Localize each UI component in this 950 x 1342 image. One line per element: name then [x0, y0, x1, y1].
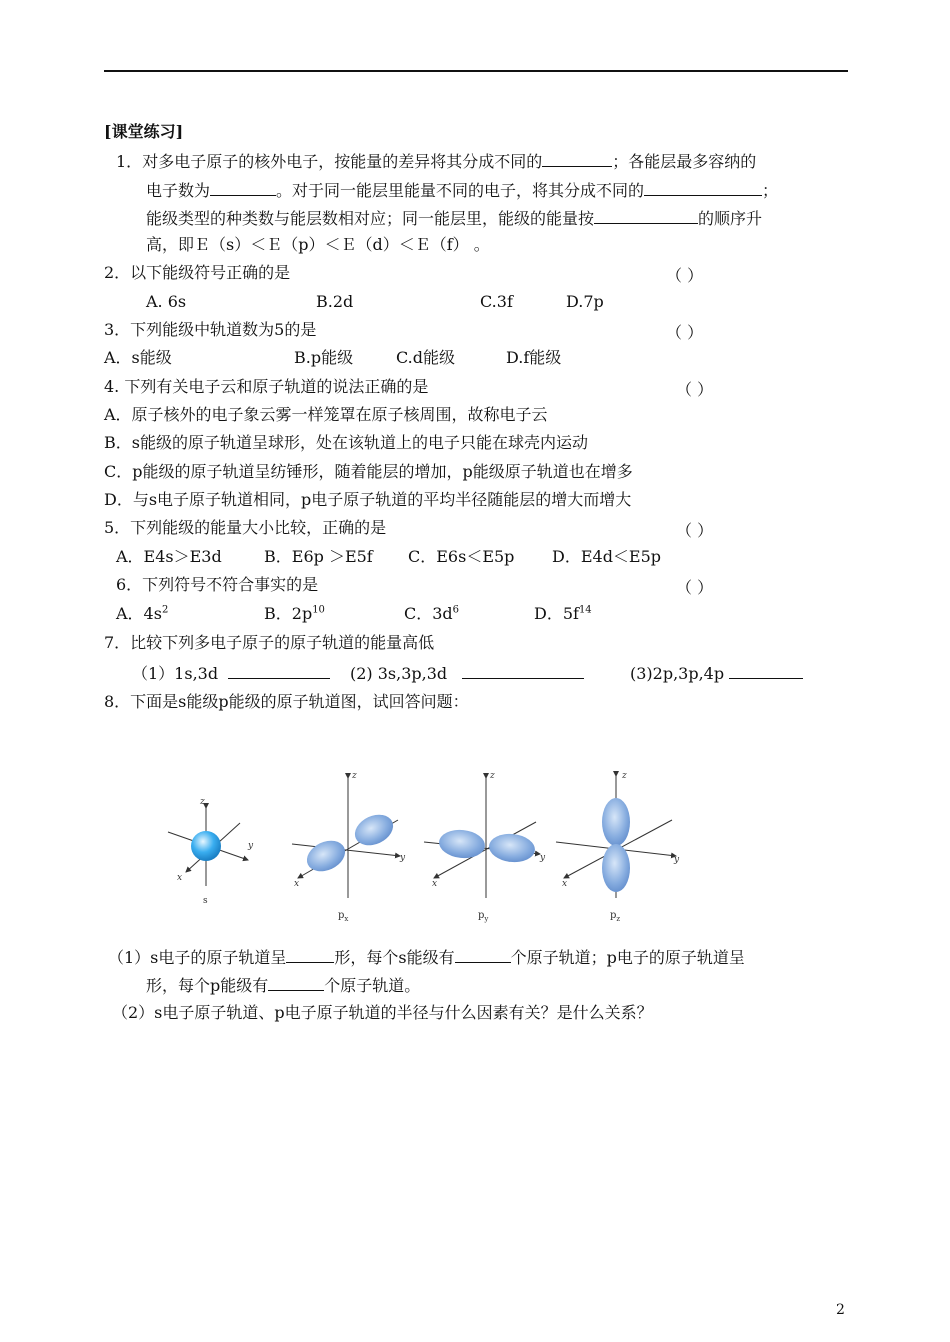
q2-option-d: D.7p	[566, 292, 604, 311]
q6-paren[interactable]: （ ）	[676, 578, 714, 597]
q3-option-b: B.p能级	[294, 348, 354, 367]
q3-option-d: D.f能级	[506, 348, 562, 367]
s-label: s	[203, 896, 208, 906]
q3-option-a: A．s能级	[104, 348, 172, 367]
svg-text:y: y	[674, 855, 680, 865]
q6-stem: 6．下列符号不符合事实的是	[116, 575, 319, 594]
pz-orbital	[556, 771, 680, 923]
pz-label: $p_z$	[610, 910, 621, 923]
svg-text:x: x	[562, 879, 568, 889]
q8-stem: 8．下面是s能级p能级的原子轨道图，试回答问题：	[104, 692, 469, 711]
py-label: $p_y$	[478, 910, 489, 923]
svg-text:x: x	[294, 879, 300, 889]
q6-option-b: B．$2p^{10}$	[264, 604, 325, 623]
q2-option-a: A. 6s	[146, 292, 187, 311]
q7-stem: 7．比较下列多电子原子的原子轨道的能量高低	[104, 633, 435, 652]
q3-stem: 3．下列能级中轨道数为5的是	[104, 320, 317, 339]
svg-text:x: x	[432, 879, 438, 889]
q5-stem: 5．下列能级的能量大小比较，正确的是	[104, 518, 387, 537]
answer-blank[interactable]	[455, 946, 511, 963]
q5-option-d: D．E4d＜E5p	[552, 547, 662, 566]
q4-option-d: D．与s电子原子轨道相同，p电子原子轨道的平均半径随能层的增大而增大	[104, 490, 632, 509]
answer-blank[interactable]	[268, 974, 324, 991]
q8-sub1-line2: 形，每个p能级有 个原子轨道。	[146, 976, 421, 995]
answer-blank[interactable]	[542, 150, 612, 167]
svg-text:y: y	[400, 853, 406, 863]
orbital-diagram	[160, 768, 700, 928]
px-orbital	[292, 771, 406, 923]
q6-option-d: D．$5f^{14}$	[534, 604, 592, 623]
answer-blank[interactable]	[228, 662, 330, 679]
q7-part2: (2) 3s,3p,3d	[350, 662, 584, 684]
q1-line4: 高，即Ｅ（s）＜Ｅ（p）＜Ｅ（d）＜Ｅ（f） 。	[146, 235, 490, 254]
svg-text:z: z	[622, 771, 627, 781]
q7-part1: （1）1s,3d	[132, 662, 330, 684]
svg-text:z: z	[352, 771, 357, 781]
q5-option-c: C．E6s＜E5p	[408, 547, 515, 566]
q8-sub2: （2）s电子原子轨道、p电子原子轨道的半径与什么因素有关？是什么关系？	[112, 1003, 653, 1022]
q4-option-c: C．p能级的原子轨道呈纺锤形，随着能层的增加，p能级原子轨道也在增多	[104, 462, 633, 481]
q8-sub1-line1: （1）s电子的原子轨道呈 形，每个s能级有 个原子轨道；p电子的原子轨道呈	[108, 948, 745, 967]
s-orbital	[168, 797, 254, 906]
q2-paren[interactable]: （ ）	[666, 266, 704, 285]
y-axis-label: y	[248, 841, 254, 851]
q5-option-a: A．E4s＞E3d	[116, 547, 222, 566]
page-number: 2	[836, 1302, 845, 1318]
answer-blank[interactable]	[729, 662, 803, 679]
q1-line2: 电子数为 。对于同一能层里能量不同的电子，将其分成不同的 ；	[146, 181, 779, 200]
q5-option-b: B．E6p ＞E5f	[264, 547, 373, 566]
header-rule	[104, 70, 848, 72]
py-orbital	[424, 771, 546, 923]
z-axis-label: z	[200, 797, 205, 807]
q4-paren[interactable]: （ ）	[676, 380, 714, 399]
answer-blank[interactable]	[286, 946, 334, 963]
svg-text:z: z	[490, 771, 495, 781]
q1-line3: 能级类型的种类数与能层数相对应；同一能层里，能级的能量按 的顺序升	[146, 209, 763, 228]
answer-blank[interactable]	[210, 179, 276, 196]
q4-stem: 4. 下列有关电子云和原子轨道的说法正确的是	[104, 377, 429, 396]
q2-stem: 2．以下能级符号正确的是	[104, 263, 291, 282]
answer-blank[interactable]	[644, 179, 762, 196]
q2-option-b: B.2d	[316, 292, 354, 311]
section-title: [课堂练习]	[104, 122, 184, 141]
q2-option-c: C.3f	[480, 292, 513, 311]
answer-blank[interactable]	[462, 662, 584, 679]
q4-option-b: B．s能级的原子轨道呈球形，处在该轨道上的电子只能在球壳内运动	[104, 433, 588, 452]
q7-part3: (3)2p,3p,4p	[630, 662, 803, 684]
svg-text:y: y	[540, 853, 546, 863]
q3-option-c: C.d能级	[396, 348, 456, 367]
q3-paren[interactable]: （ ）	[666, 323, 704, 342]
q5-paren[interactable]: （ ）	[676, 521, 714, 540]
answer-blank[interactable]	[594, 207, 698, 224]
q1-line1: 1．对多电子原子的核外电子，按能量的差异将其分成不同的 ；各能层最多容纳的	[116, 152, 757, 171]
q6-option-a: A．$4s^2$	[116, 604, 169, 623]
px-label: $p_x$	[338, 910, 349, 923]
x-axis-label: x	[177, 873, 183, 883]
q6-option-c: C．$3d^6$	[404, 604, 460, 623]
q4-option-a: A．原子核外的电子象云雾一样笼罩在原子核周围，故称电子云	[104, 405, 548, 424]
